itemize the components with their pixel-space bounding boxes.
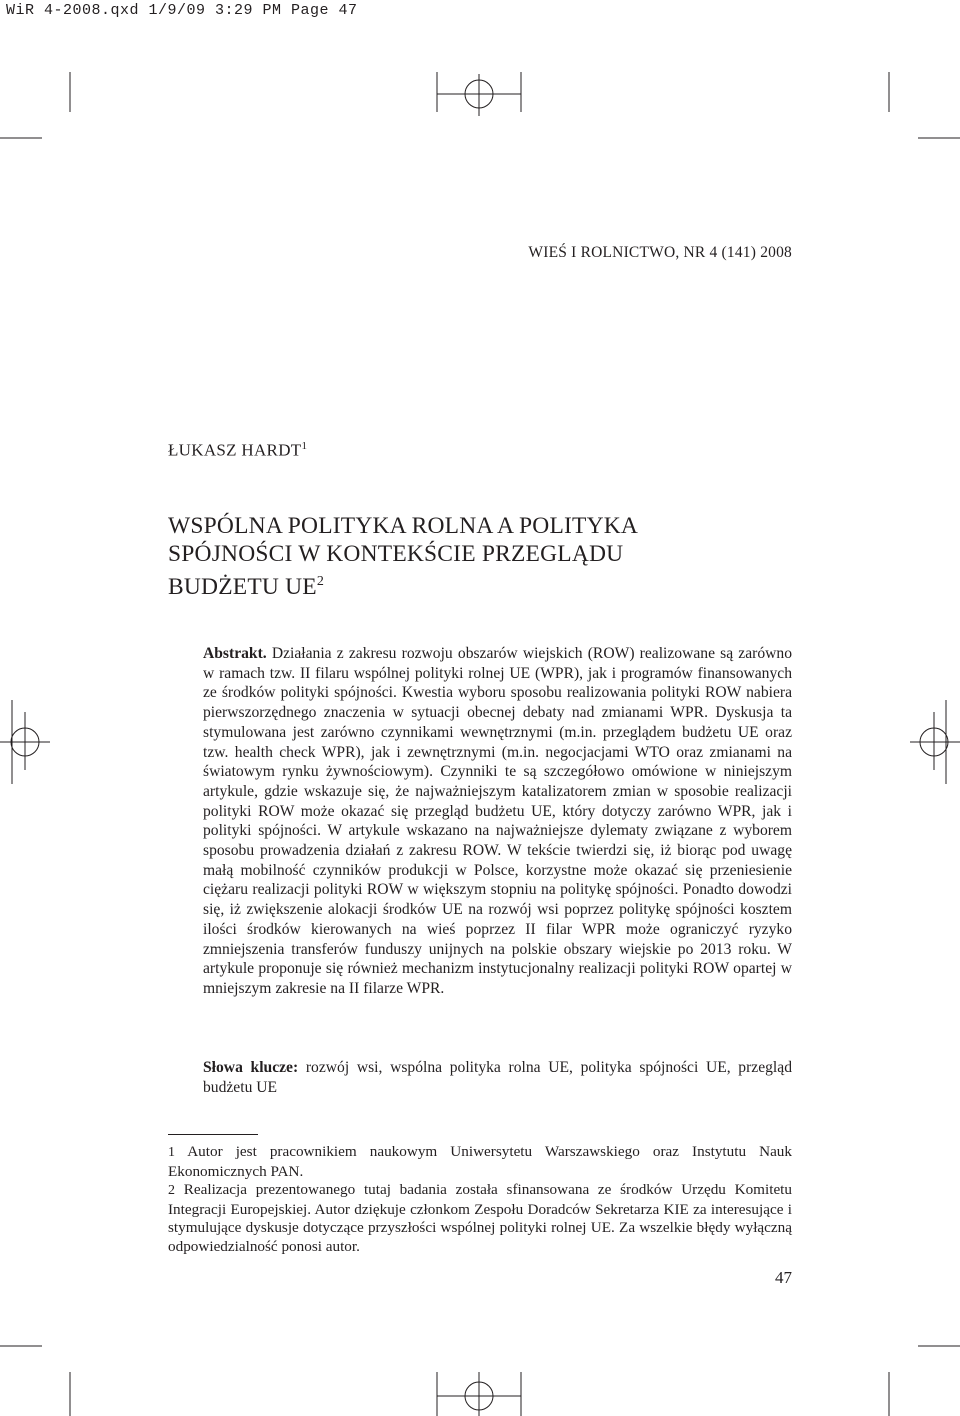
footnotes (168, 1143, 792, 1256)
abstract (203, 644, 792, 999)
footnote-text: Realizacja prezentowanego tutaj badania została sfinansowana ze środków Urzędu Komitetu Integracji Europejskiej. Autor dziękuje członkom Zespołu Doradców Sekretarza KIE za interesujące i stymulujące dyskusje dotyczące przyszłości wspólnej polityki rolnej UE. Za wszelkie błędy wyłączną odpowiedzialność ponosi autor. (168, 1181, 792, 1255)
author-line (168, 440, 307, 461)
title-footnote-ref: 2 (316, 574, 325, 589)
footnote-number: 2 (168, 1183, 175, 1198)
article-title (168, 512, 638, 601)
abstract-label: Abstrakt. (203, 645, 267, 662)
footnote-divider (168, 1134, 258, 1135)
page-number: 47 (775, 1268, 792, 1287)
abstract-text: Działania z zakresu rozwoju obszarów wiejskich (ROW) realizowane są zarówno w ramach tzw. II filaru wspólnej polityki rolnej UE (WPR), jak i programów finansowanych ze środków polityki spójności. Kwestia wyboru sposobu realizowania polityki ROW nabiera pierwszorzędnego znaczenia w sytuacji obecnej debaty nad zmianami WPR. Dyskusja ta stymulowana jest zarówno czynnikami wewnętrznymi (m.in. przeglądem budżetu UE oraz tzw. health check WPR), jak i zewnętrznymi (m.in. negocjacjami WTO oraz zmianami na światowym rynku żywnościowym). Czynniki te są szczegółowo omówione w niniejszym artykule, gdzie wskazuje się, że najważniejszym katalizatorem zmian w sposobie realizacji polityki ROW może okazać się przegląd budżetu UE, który dotyczy zarówno WPR, jak i polityki spójności. W artykule wskazano na najważniejsze dylematy związane z wyborem sposobu prowadzenia działań z zakresu ROW. W tekście twierdzi się, iż biorąc pod uwagę małą mobilność czynników produkcji w Polsce, korzystne może okazać się przeniesienie ciężaru realizacji polityki ROW w większym stopniu na politykę spójności. Ponadto dowodzi się, iż zwiększenie alokacji środków UE na rozwój wsi poprzez politykę spójności kosztem ilości środków kierowanych na wieś poprzez II filar WPR może ograniczyć ryzyko zmniejszenia transferów funduszy unijnych na polskie obszary wiejskie po 2013 roku. W artykule proponuje się również mechanizm instytucjonalny realizacji polityki ROW opartej w mniejszym zakresie na II filarze WPR. (203, 645, 792, 997)
title-line-1: WSPÓLNA POLITYKA ROLNA A POLITYKA (168, 513, 639, 539)
slug-line: WiR 4-2008.qxd 1/9/09 3:29 PM Page 47 (6, 2, 358, 19)
title-line-2: SPÓJNOŚCI W KONTEKŚCIE PRZEGLĄDU (168, 541, 624, 567)
keywords-label: Słowa klucze: (203, 1059, 299, 1076)
title-line-3: BUDŻETU $UE^2$ (168, 573, 325, 600)
footnote-2 (168, 1181, 792, 1256)
keywords-text: rozwój wsi, wspólna polityka rolna UE, polityka spójności UE, przegląd budżetu UE (203, 1059, 792, 1096)
footnote-number: 1 (168, 1145, 175, 1160)
footnote-text: Autor jest pracownikiem naukowym Uniwersytetu Warszawskiego oraz Instytutu Nauk Ekonomicznych PAN. (168, 1143, 792, 1180)
footnote-1 (168, 1143, 792, 1181)
keywords (203, 1058, 792, 1098)
journal-header: WIEŚ I ROLNICTWO, NR 4 (141) 2008 (528, 244, 792, 261)
author-footnote-ref: 1 (301, 440, 308, 452)
author-name: ŁUKASZ HARDT (168, 440, 302, 460)
